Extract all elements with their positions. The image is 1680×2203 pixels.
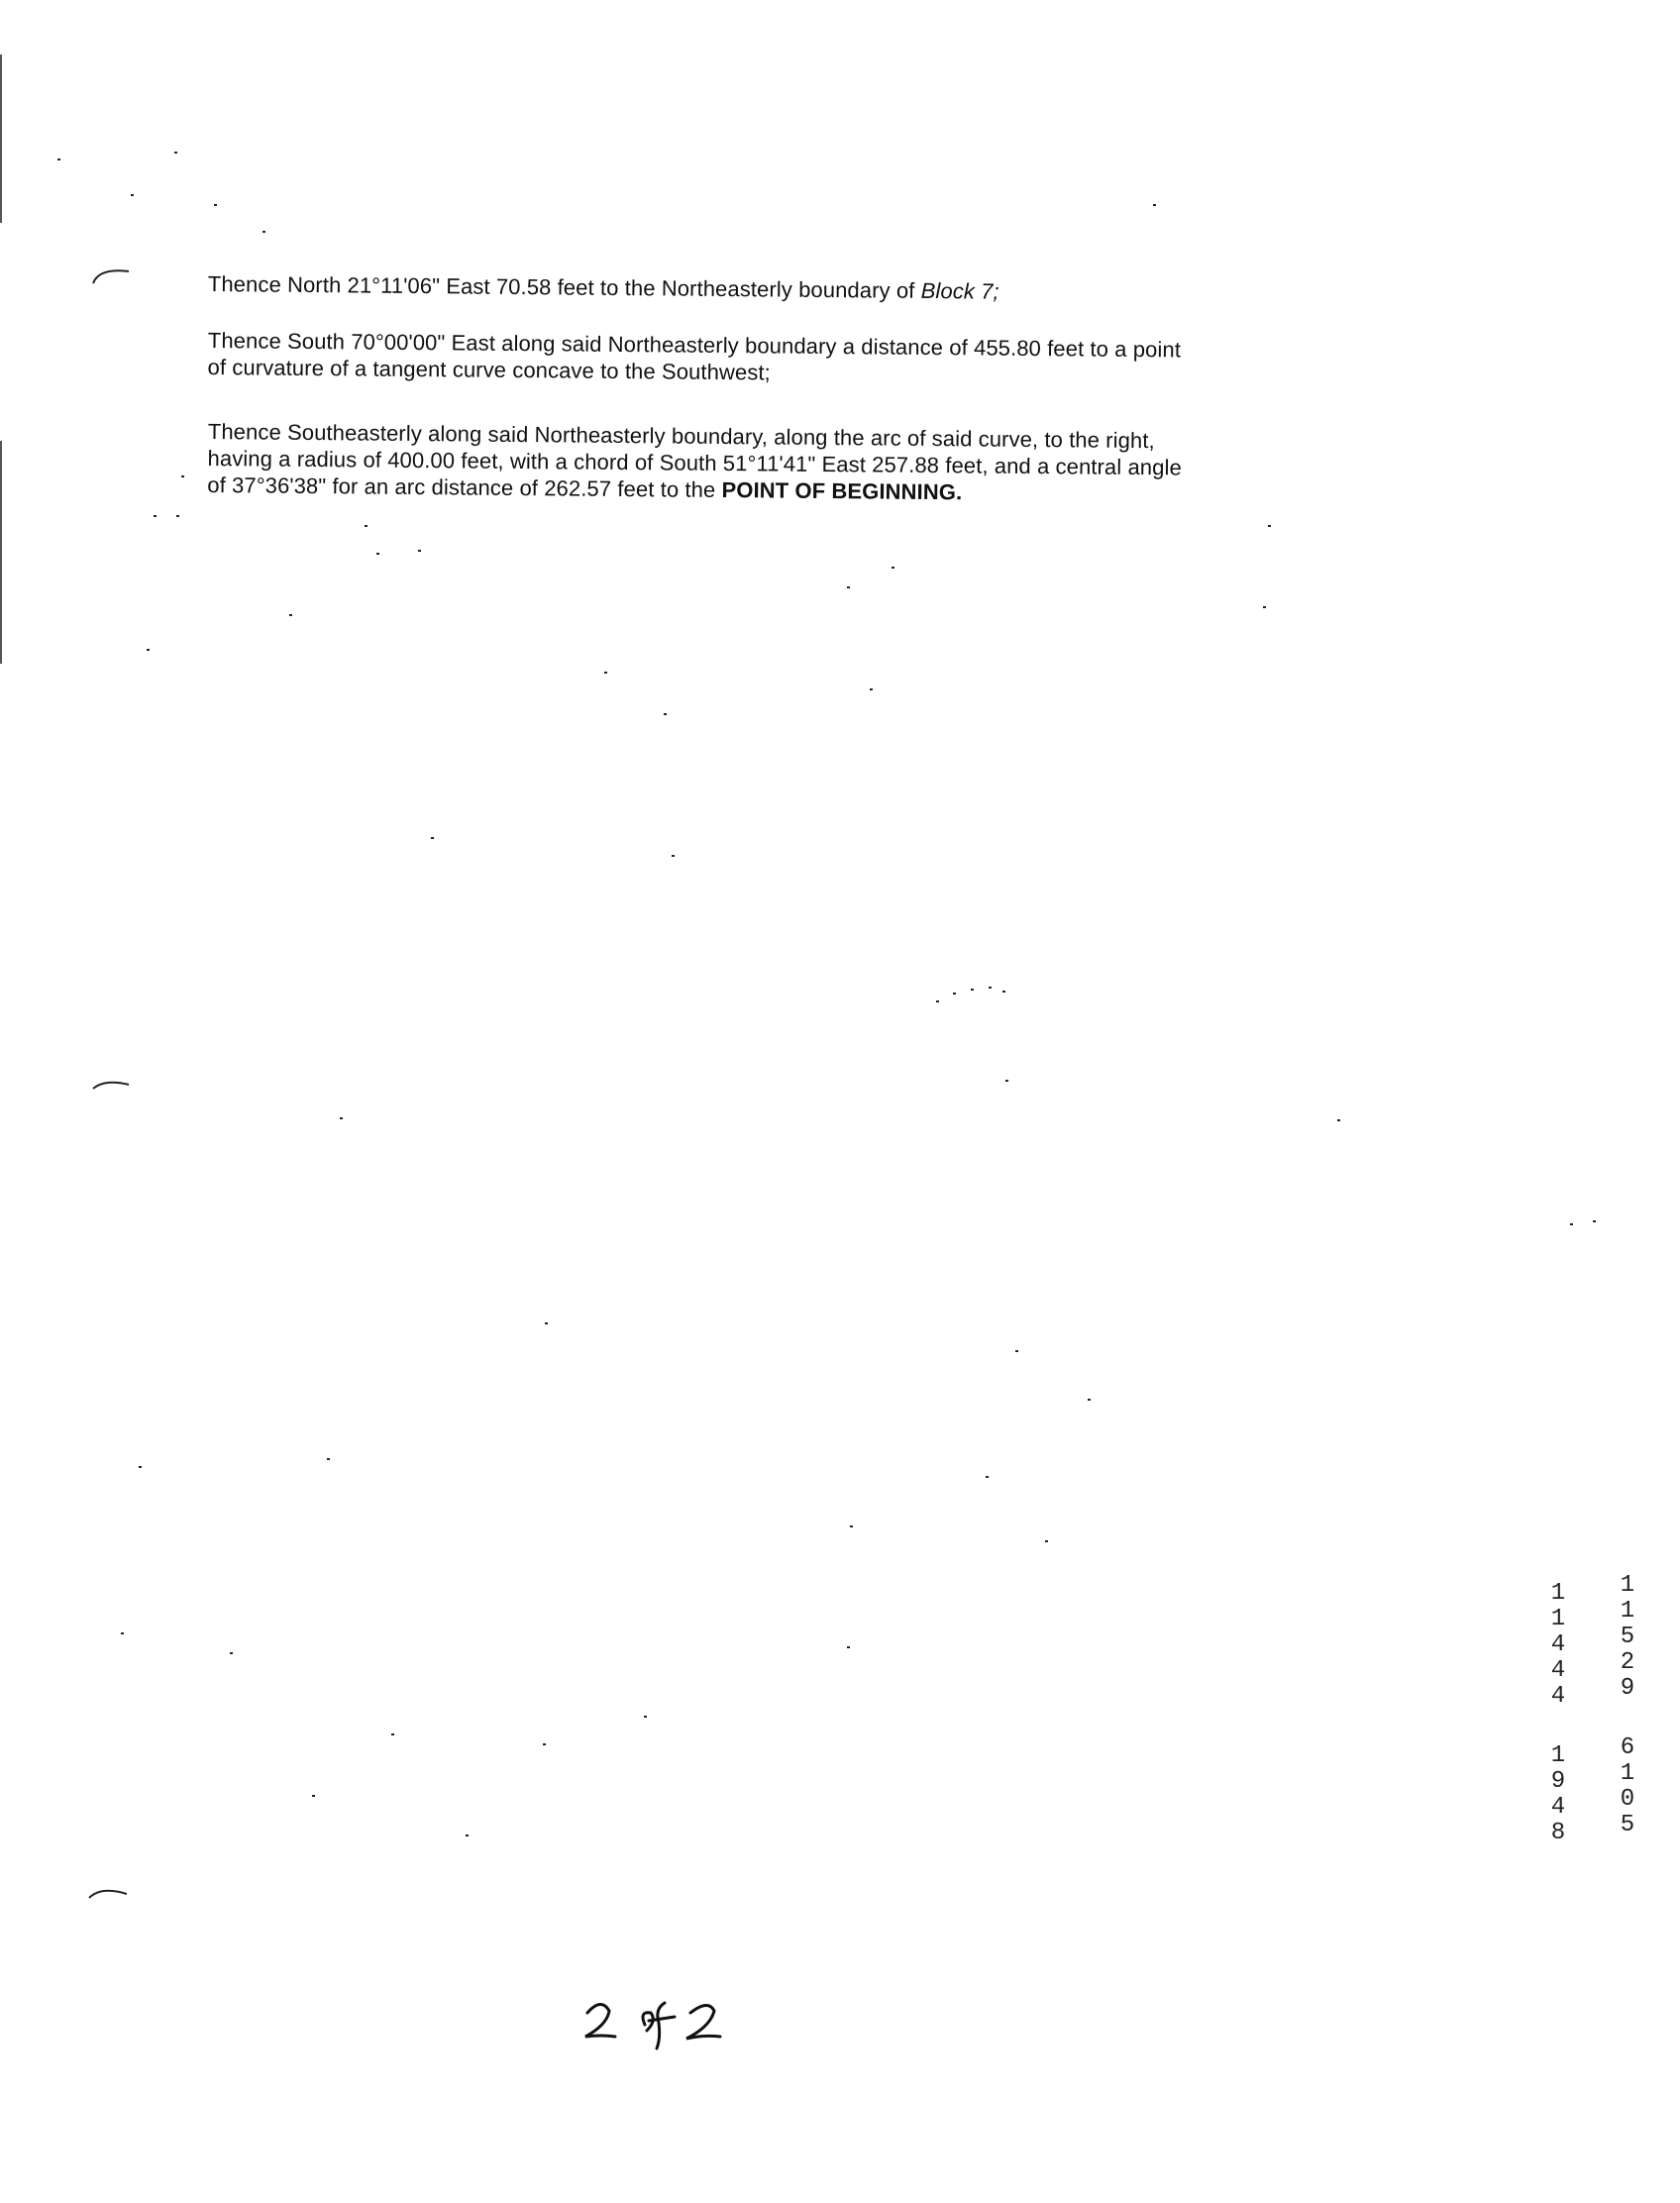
- punch-hole-mark: [87, 1882, 127, 1902]
- stamp-digit: 0: [1620, 1786, 1635, 1813]
- legal-description-paragraph: [207, 327, 1445, 392]
- stamp-digit: 4: [1550, 1683, 1566, 1710]
- scan-edge-line: [0, 441, 2, 664]
- legal-description-paragraph: [207, 418, 1446, 510]
- punch-hole-mark: [91, 1075, 131, 1095]
- stamp-digit: 4: [1550, 1631, 1566, 1658]
- punch-hole-mark: [91, 265, 131, 285]
- scan-speck: [154, 515, 157, 517]
- stamp-digit: 2: [1620, 1649, 1635, 1676]
- legal-description-paragraph: [208, 270, 1446, 309]
- stamp-digit: 4: [1550, 1657, 1566, 1684]
- scan-speck: [892, 567, 894, 569]
- scan-speck: [986, 1476, 989, 1478]
- scan-speck: [847, 586, 850, 588]
- scan-speck: [340, 1117, 343, 1119]
- scan-speck: [391, 1733, 394, 1735]
- scan-speck: [214, 204, 217, 206]
- scan-speck: [121, 1632, 124, 1634]
- scan-speck: [418, 550, 421, 552]
- scan-speck: [327, 1458, 330, 1460]
- scan-speck: [644, 1716, 647, 1718]
- scan-speck: [1045, 1540, 1048, 1542]
- scan-speck: [466, 1835, 469, 1836]
- stamp-digit: 1: [1550, 1742, 1566, 1769]
- stamp-digit: 1: [1620, 1572, 1635, 1599]
- scan-speck: [604, 672, 607, 674]
- stamp-digit: 1: [1620, 1760, 1635, 1787]
- scan-speck: [174, 152, 177, 154]
- paragraph-line: of curvature of a tangent curve concave to the Southwest;: [207, 354, 771, 385]
- scan-speck: [376, 553, 379, 555]
- block-reference: Block 7;: [920, 277, 999, 304]
- recording-stamp-column: [1615, 1573, 1640, 1838]
- stamp-digit: 1: [1550, 1606, 1566, 1632]
- stamp-digit: 8: [1550, 1820, 1566, 1846]
- scan-speck: [181, 475, 184, 477]
- scan-speck: [664, 713, 667, 715]
- stamp-digit: 9: [1620, 1675, 1635, 1702]
- recording-stamp-column: [1545, 1581, 1571, 1846]
- stamp-digit: 1: [1550, 1580, 1566, 1607]
- stamp-digit: 1: [1620, 1598, 1635, 1625]
- scan-speck: [57, 158, 60, 160]
- scan-speck: [543, 1743, 546, 1745]
- scan-speck: [289, 614, 292, 616]
- scan-speck: [312, 1795, 315, 1797]
- scan-speck: [1002, 991, 1005, 993]
- scan-speck: [1153, 204, 1156, 206]
- scan-speck: [262, 231, 265, 233]
- stamp-digit: 4: [1550, 1794, 1566, 1821]
- scan-speck: [139, 1466, 142, 1468]
- handwritten-page-note: [579, 1991, 748, 2050]
- scan-speck: [1088, 1399, 1091, 1401]
- scan-speck: [1570, 1223, 1573, 1225]
- paragraph-text: Thence North 21°11'06" East 70.58 feet to the Northeasterly boundary of: [207, 270, 921, 303]
- scan-speck: [230, 1652, 233, 1654]
- paragraph-line: Thence Southeasterly along said Northeasterly boundary, along the arc of said curve, to the right,: [207, 418, 1155, 454]
- scan-speck: [672, 855, 675, 857]
- scan-speck: [431, 837, 434, 839]
- scan-speck: [1268, 525, 1271, 527]
- paragraph-text: of 37°36'38" for an arc distance of 262.57 feet to the: [207, 472, 722, 502]
- scan-speck: [131, 194, 134, 196]
- point-of-beginning: POINT OF BEGINNING.: [721, 476, 963, 505]
- scan-speck: [953, 993, 956, 995]
- stamp-digit: 6: [1620, 1734, 1635, 1761]
- paragraph-line: Thence South 70°00'00" East along said Northeasterly boundary a distance of 455.80 feet to a point: [207, 327, 1182, 363]
- scan-speck: [1593, 1220, 1596, 1222]
- scan-speck: [365, 525, 368, 527]
- scan-speck: [1263, 606, 1266, 608]
- scan-speck: [1337, 1119, 1340, 1121]
- scan-speck: [971, 989, 974, 991]
- stamp-digit: 9: [1550, 1768, 1566, 1795]
- scan-speck: [989, 987, 992, 989]
- paragraph-line: having a radius of 400.00 feet, with a chord of South 51°11'41" East 257.88 feet, and a central angle: [207, 445, 1182, 480]
- scan-speck: [870, 688, 873, 690]
- scan-speck: [936, 1000, 939, 1002]
- scan-edge-line: [0, 54, 2, 223]
- scan-speck: [147, 649, 150, 651]
- scan-speck: [1005, 1080, 1008, 1082]
- scan-speck: [847, 1646, 850, 1648]
- scan-speck: [176, 515, 179, 517]
- scan-speck: [1015, 1350, 1018, 1352]
- stamp-digit: 5: [1620, 1624, 1635, 1650]
- stamp-digit: 5: [1620, 1812, 1635, 1838]
- scan-speck: [850, 1525, 853, 1527]
- scan-speck: [545, 1322, 548, 1324]
